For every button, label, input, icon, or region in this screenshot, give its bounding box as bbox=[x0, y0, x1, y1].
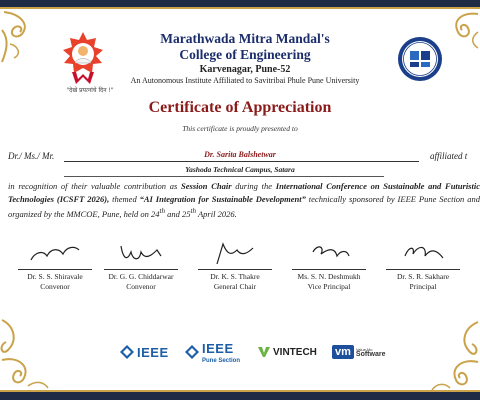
vm-text: vm bbox=[332, 345, 354, 359]
signature-line bbox=[104, 269, 178, 270]
vm-software-logo bbox=[332, 342, 385, 362]
affiliated-label: affiliated t bbox=[430, 151, 468, 161]
ieee-pune-logo bbox=[185, 342, 240, 362]
signature-5-icon bbox=[393, 238, 453, 268]
signature-2-icon bbox=[111, 238, 171, 268]
signatory-1 bbox=[14, 238, 96, 292]
body-part5: and 25 bbox=[165, 208, 191, 219]
signatory-role: Vice Principal bbox=[307, 282, 351, 291]
vintech-v-icon bbox=[258, 346, 270, 358]
bottom-border-gold bbox=[0, 390, 480, 392]
signature-4-icon bbox=[299, 238, 359, 268]
ieee-pune-subtext: Pune Section bbox=[202, 358, 241, 364]
ieee-pune-text-group bbox=[202, 340, 240, 364]
signatory-name: Dr. K. S. Thakre bbox=[210, 272, 260, 281]
signatory-name: Ms. S. N. Deshmukh bbox=[297, 272, 361, 281]
body-part6: April 2026. bbox=[196, 208, 237, 219]
sponsor-logos bbox=[0, 342, 480, 362]
body-part2: during the bbox=[231, 181, 276, 191]
ieee-pune-text: IEEE bbox=[202, 341, 234, 356]
signatory-role: Convenor bbox=[126, 282, 156, 291]
top-border-gold bbox=[0, 7, 480, 9]
body-sup2: th bbox=[190, 207, 197, 215]
signature-line bbox=[198, 269, 272, 270]
presented-text: This certificate is proudly presented to bbox=[182, 124, 298, 133]
logo-motto: "देखे प्रयत्नांचे दिन !" bbox=[66, 87, 114, 94]
vintech-logo bbox=[258, 342, 317, 362]
body-part4: technically sponsored by IEEE Pune Section and organized by the MMCOE, Pune, held on 24 bbox=[8, 193, 480, 219]
signatory-role: General Chair bbox=[213, 282, 257, 291]
body-sup1: th bbox=[159, 207, 165, 215]
signature-line bbox=[292, 269, 366, 270]
signature-line bbox=[18, 269, 92, 270]
top-left-flourish-icon bbox=[0, 10, 44, 66]
certificate-body bbox=[8, 180, 480, 232]
vm-subtext1: Value Mo bbox=[355, 346, 373, 352]
institute-location: Karvenagar, Pune-52 bbox=[199, 64, 291, 75]
affiliation-underline bbox=[64, 176, 384, 177]
certificate-title: Certificate of Appreciation bbox=[148, 99, 332, 116]
signatory-role: Convenor bbox=[40, 282, 70, 291]
signatory-4 bbox=[288, 238, 370, 292]
body-part3: themed bbox=[109, 193, 140, 204]
signature-line bbox=[386, 269, 460, 270]
body-part1: in recognition of their valuable contribution as bbox=[8, 181, 182, 191]
signatory-name: Dr. S. R. Sakhare bbox=[396, 272, 450, 281]
body-role: Session Chair bbox=[181, 181, 232, 191]
institute-name bbox=[120, 31, 370, 63]
signatory-2 bbox=[100, 238, 182, 292]
ieee-text: IEEE bbox=[137, 344, 169, 360]
body-theme: “AI Integration for Sustainable Development” bbox=[139, 193, 306, 204]
institute-name-line2: College of Engineering bbox=[179, 47, 311, 62]
signature-3-icon bbox=[205, 238, 265, 268]
signatory-name: Dr. S. S. Shiravale bbox=[27, 272, 83, 281]
top-border-bar bbox=[0, 0, 480, 7]
signature-1-icon bbox=[25, 238, 85, 268]
signatory-name: Dr. G. G. Chiddarwar bbox=[108, 272, 174, 281]
ieee-logo bbox=[120, 342, 169, 362]
body-conference: International Conference on Sustainable and Futuristic Technologies (ICSFT 2026), bbox=[8, 181, 480, 204]
recipient-underline bbox=[64, 161, 419, 162]
signatory-3 bbox=[194, 238, 276, 292]
institute-affiliation: An Autonomous Institute Affiliated to Savitribai Phule Pune University bbox=[130, 76, 360, 85]
ieee-diamond-icon bbox=[120, 345, 134, 359]
vm-subtext-group bbox=[356, 347, 386, 358]
institute-name-line1: Marathwada Mitra Mandal's bbox=[160, 31, 330, 46]
ieee-pune-diamond-icon bbox=[185, 345, 199, 359]
vm-subtext2: Software bbox=[355, 350, 386, 358]
signatory-role: Principal bbox=[409, 282, 437, 291]
signatory-5 bbox=[382, 238, 464, 292]
vintech-text: VINTECH bbox=[273, 346, 317, 358]
salutation-label: Dr./ Ms./ Mr. bbox=[8, 151, 55, 161]
recipient-affiliation: Yashoda Technical Campus, Satara bbox=[185, 165, 295, 174]
bottom-border-bar bbox=[0, 392, 480, 400]
recipient-name: Dr. Sarita Balshetwar bbox=[204, 150, 276, 159]
